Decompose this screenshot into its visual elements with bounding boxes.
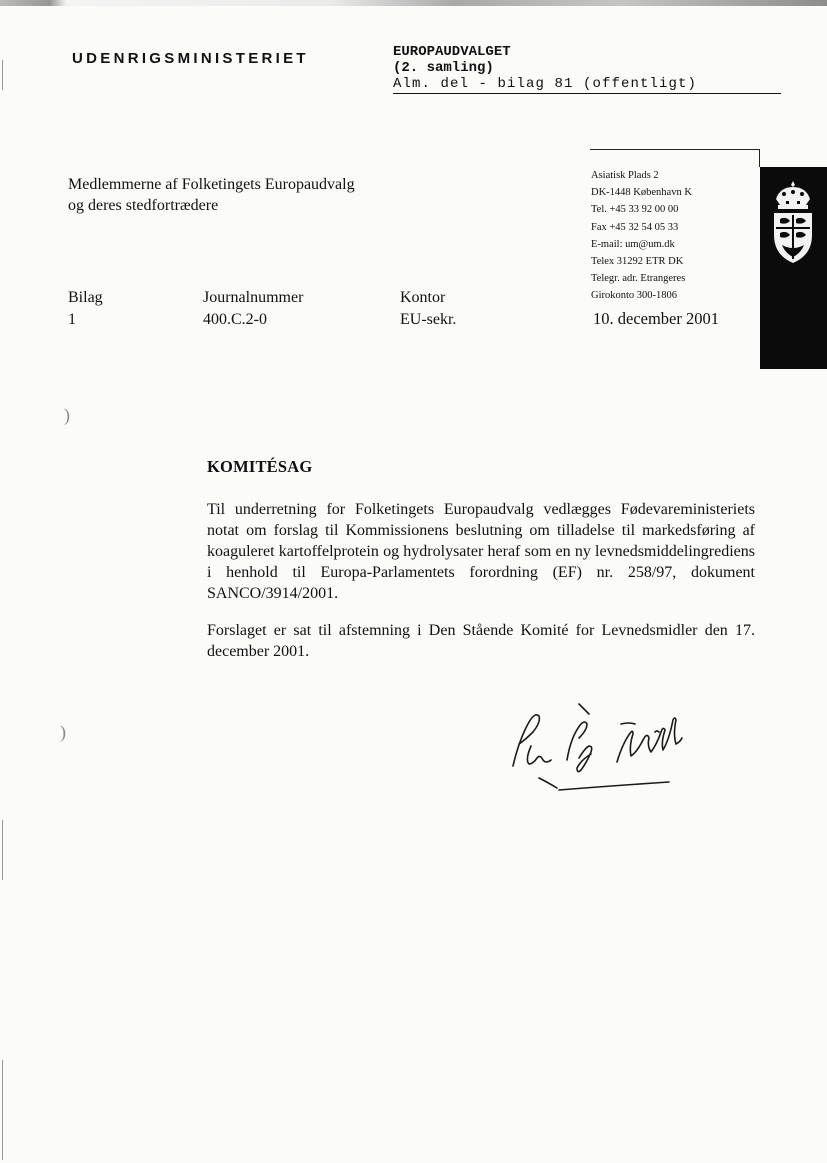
address-phone: Tel. +45 33 92 00 00: [591, 204, 679, 216]
royal-crest-icon: [768, 179, 818, 279]
body-paragraph-1: Til underretning for Folketingets Europaudvalg vedlægges Fødevareministeriets notat om forslag til Kommissionens beslutning om tilladelse til markedsføring af koaguleret kartoffelprotein og hydrolysater heraf som en ny levnedsmiddelingrediens i henhold til Europa-Parlamentets forordning (EF) nr. 258/97, dokument SANCO/3914/2001.: [207, 501, 755, 602]
scan-artifact-left-edge: [2, 1060, 3, 1160]
body-paragraph-2: Forslaget er sat til afstemning i Den Stående Komité for Levnedsmidler den 17. december 2001.: [207, 622, 755, 660]
recipient-line-2: og deres stedfortrædere: [68, 197, 219, 214]
kontor-value: EU-sekr.: [400, 311, 457, 328]
address-street: Asiatisk Plads 2: [591, 170, 659, 181]
recipient-line-1: Medlemmerne af Folketingets Europaudvalg: [68, 176, 355, 193]
page-title: KOMITÉSAG: [207, 457, 313, 476]
journal-value: 400.C.2-0: [203, 311, 267, 328]
committee-stamp: [393, 44, 781, 94]
sender-address: [591, 167, 692, 305]
handwritten-signature: [505, 700, 735, 800]
bilag-value: 1: [68, 311, 76, 328]
stamp-committee: EUROPAUDVALGET: [393, 44, 511, 60]
scan-artifact-top-edge: [0, 0, 827, 6]
address-giro: Girokonto 300-1806: [591, 290, 678, 302]
scan-artifact-left-edge: [2, 820, 3, 880]
kontor-label: Kontor: [400, 289, 446, 306]
address-city: DK-1448 København K: [591, 187, 692, 199]
stamp-session: (2. samling): [393, 60, 494, 76]
address-divider: [590, 149, 760, 150]
margin-mark: ): [60, 722, 66, 742]
recipient-block: [68, 174, 355, 216]
address-telex: Telex 31292 ETR DK: [591, 256, 684, 268]
journal-label: Journalnummer: [203, 289, 304, 306]
letter-date: 10. december 2001: [593, 309, 719, 328]
stamp-document-ref: Alm. del - bilag 81 (offentligt): [393, 76, 781, 94]
address-fax: Fax +45 32 54 05 33: [591, 221, 679, 233]
ministry-name: UDENRIGSMINISTERIET: [72, 50, 309, 67]
bilag-label: Bilag: [68, 289, 103, 306]
margin-mark: ): [64, 405, 70, 425]
scan-artifact-left-edge: [2, 60, 3, 90]
address-divider-corner: [759, 149, 760, 167]
address-email: E-mail: um@um.dk: [591, 238, 675, 250]
address-telegram: Telegr. adr. Etrangeres: [591, 273, 686, 285]
